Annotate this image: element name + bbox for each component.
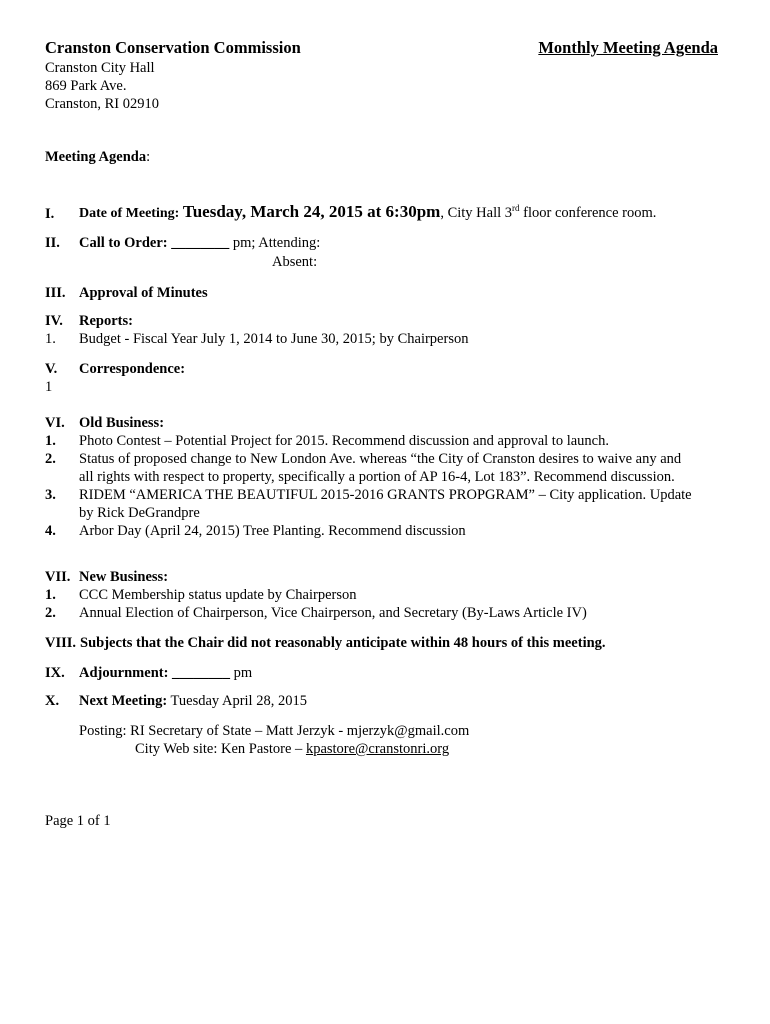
absent-label: Absent: — [272, 254, 318, 270]
sub-item-number: 1. — [45, 331, 56, 347]
agenda-heading: Meeting Agenda: — [45, 149, 151, 165]
sub-item-number: 3. — [45, 487, 56, 503]
organization-name: Cranston Conservation Commission — [45, 38, 301, 57]
item-number: IV. — [45, 313, 63, 329]
sub-item-number: 2. — [45, 605, 56, 621]
sub-item-text: Status of proposed change to New London Ave. whereas “the City of Cranston desires to waive any and — [79, 451, 682, 467]
address-line-3: Cranston, RI 02910 — [45, 96, 159, 112]
item-number: V. — [45, 361, 58, 377]
meeting-date: Tuesday, March 24, 2015 at 6:30pm — [182, 202, 441, 221]
item-text: Subjects that the Chair did not reasonably anticipate within 48 hours of this meeting. — [80, 635, 606, 651]
page-number: Page 1 of 1 — [45, 813, 111, 829]
item-text: Correspondence: — [79, 361, 186, 377]
item-text: Next Meeting: Tuesday April 28, 2015 — [79, 693, 307, 709]
item-number: III. — [45, 285, 66, 301]
address-line-2: 869 Park Ave. — [45, 78, 127, 94]
sub-item-text: Photo Contest – Potential Project for 2015. Recommend discussion and approval to launch. — [79, 433, 609, 449]
sub-item-number: 1. — [45, 433, 56, 449]
item-number: VII. — [45, 569, 71, 585]
item-number: I. — [45, 206, 55, 222]
sub-item-number: 2. — [45, 451, 56, 467]
contact-email-link[interactable]: kpastore@cranstonri.org — [305, 741, 450, 757]
posting-line-1: Posting: RI Secretary of State – Matt Jerzyk - mjerzyk@gmail.com — [79, 723, 470, 739]
item-number: II. — [45, 235, 60, 251]
sub-item-number: 1 — [45, 379, 53, 395]
item-text: Approval of Minutes — [79, 285, 208, 301]
address-line-1: Cranston City Hall — [45, 60, 155, 76]
posting-line-2: City Web site: Ken Pastore – kpastore@cranstonri.org — [135, 741, 450, 757]
item-text: Reports: — [79, 313, 133, 329]
sub-item-text: Arbor Day (April 24, 2015) Tree Planting. Recommend discussion — [79, 523, 466, 539]
item-number: IX. — [45, 665, 65, 681]
item-text: Date of Meeting: Tuesday, March 24, 2015 at 6:30pm, City Hall 3rd floor conference room. — [79, 202, 657, 221]
sub-item-number: 1. — [45, 587, 56, 603]
sub-item-text: CCC Membership status update by Chairperson — [79, 587, 357, 603]
sub-item-text: Budget - Fiscal Year July 1, 2014 to June 30, 2015; by Chairperson — [79, 331, 469, 347]
item-text: Call to Order: ________ pm; Attending: — [79, 235, 321, 251]
sub-item-text: Annual Election of Chairperson, Vice Chairperson, and Secretary (By-Laws Article IV) — [79, 605, 587, 621]
sub-item-text: RIDEM “AMERICA THE BEAUTIFUL 2015-2016 GRANTS PROPGRAM” – City application. Update — [79, 487, 692, 503]
item-text: Old Business: — [79, 415, 165, 431]
document-title: Monthly Meeting Agenda — [538, 38, 718, 57]
item-number: X. — [45, 693, 60, 709]
item-text: Adjournment: ________ pm — [79, 665, 253, 681]
item-text: New Business: — [79, 569, 169, 585]
item-number: VIII. — [45, 635, 77, 651]
item-number: VI. — [45, 415, 65, 431]
sub-item-text-cont: by Rick DeGrandpre — [79, 505, 200, 521]
sub-item-number: 4. — [45, 523, 56, 539]
sub-item-text-cont: all rights with respect to property, specifically a portion of AP 16-4, Lot 183”. Recommend discussion. — [79, 469, 675, 485]
